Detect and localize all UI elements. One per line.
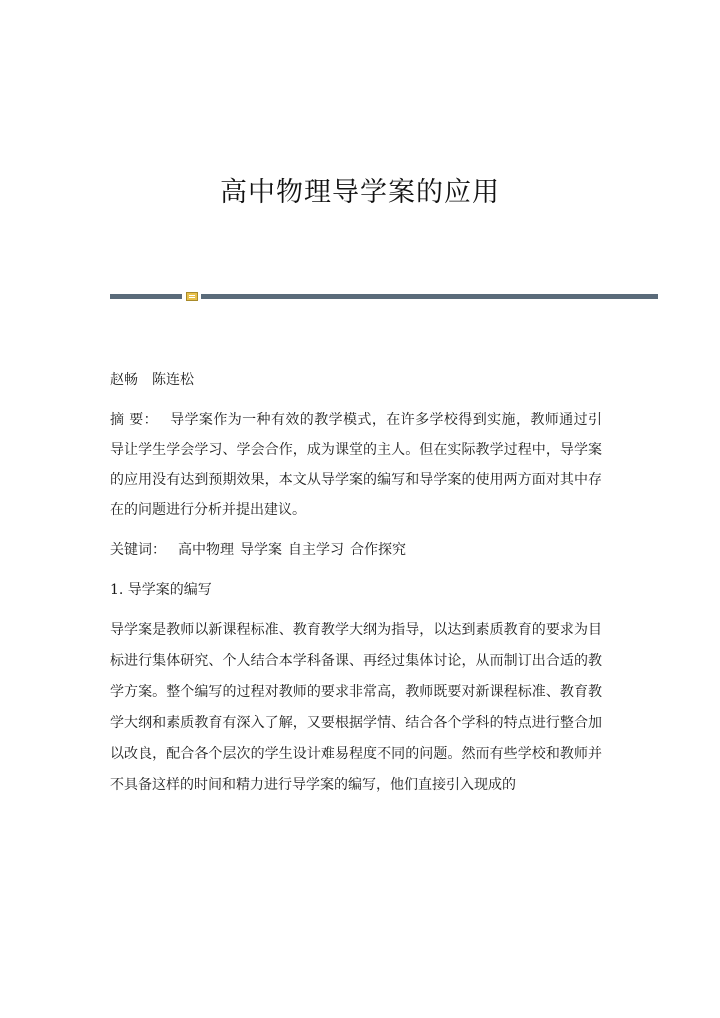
document-icon <box>186 292 198 301</box>
abstract <box>110 405 602 525</box>
author-name: 赵畅 <box>110 372 138 388</box>
abstract-text: 导学案作为一种有效的教学模式，在许多学校得到实施，教师通过引导让学生学会学习、学会合作，成为课堂的主人。但在实际教学过程中，导学案的应用没有达到预期效果，本文从导学案的编写和导学案的使用两方面对其中存在的问题进行分析并提出建议。 <box>110 412 602 518</box>
divider-bar-right <box>201 294 658 299</box>
keyword: 合作探究 <box>350 542 406 558</box>
article-content <box>110 365 602 801</box>
title-divider <box>110 292 658 300</box>
section-body: 导学案是教师以新课程标准、教育教学大纲为指导，以达到素质教育的要求为目标进行集体研究、个人结合本学科备课、再经过集体讨论，从而制订出合适的教学方案。整个编写的过程对教师的要求非常高，教师既要对新课程标准、教育教学大纲和素质教育有深入了解，又要根据学情、结合各个学科的特点进行整合加以改良，配合各个层次的学生设计难易程度不同的问题。然而有些学校和教师并不具备这样的时间和精力进行导学案的编写，他们直接引入现成的 <box>110 622 602 793</box>
keyword: 导学案 <box>240 542 282 558</box>
section-heading: 1. 导学案的编写 <box>110 582 212 598</box>
author-name: 陈连松 <box>152 372 194 388</box>
divider-bar-left <box>110 294 182 299</box>
keyword: 自主学习 <box>288 542 344 558</box>
abstract-label: 摘 要： <box>110 412 159 428</box>
keywords <box>110 535 602 565</box>
author-line <box>110 365 602 395</box>
keyword: 高中物理 <box>178 542 234 558</box>
page-title: 高中物理导学案的应用 <box>220 177 500 208</box>
keywords-label: 关键词： <box>110 542 166 558</box>
